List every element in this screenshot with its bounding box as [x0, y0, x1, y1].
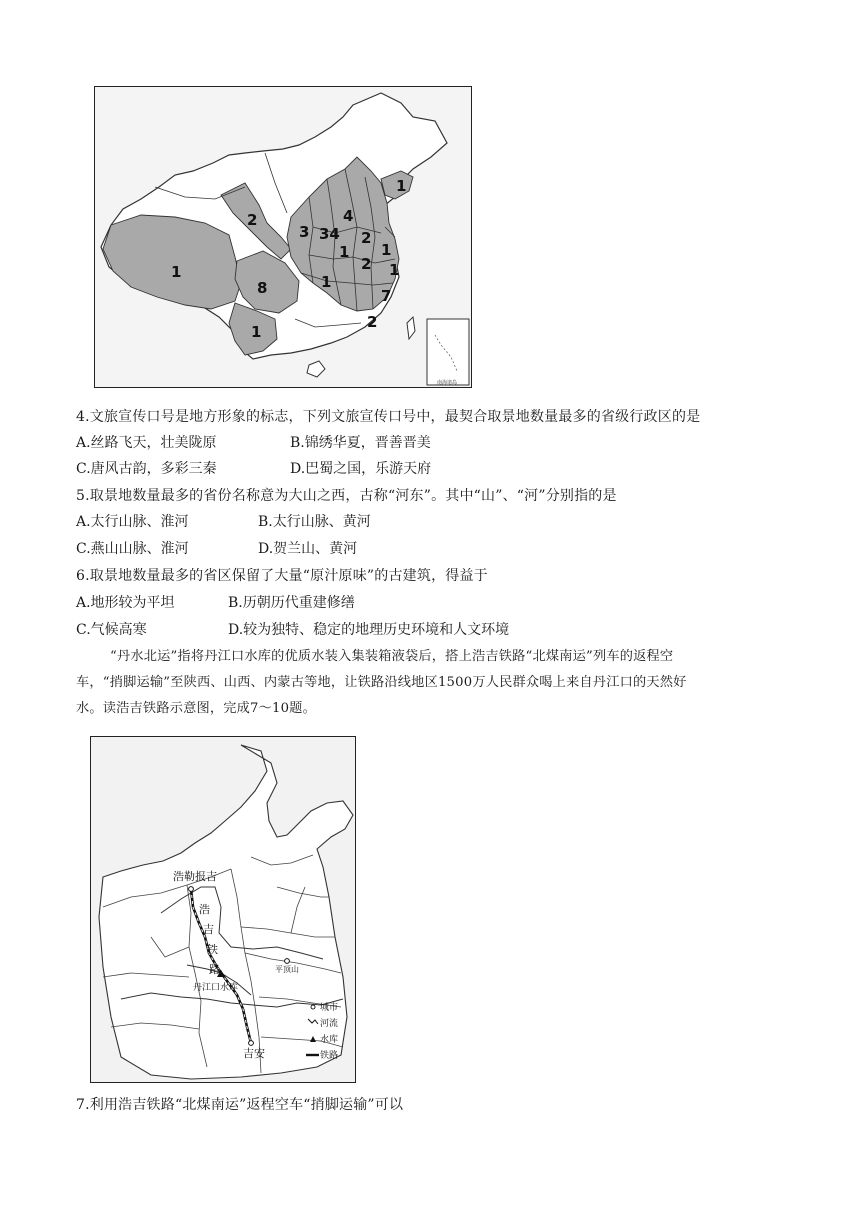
city-label-pingdingshan: 平顶山 — [275, 965, 299, 974]
passage-line-3: 水。读浩吉铁路示意图，完成7～10题。 — [76, 701, 316, 716]
number-label: 3 — [299, 223, 310, 241]
q6-stem: 6.取景地数量最多的省区保留了大量“原汁原味”的古建筑，得益于 — [76, 568, 488, 584]
south-china-sea-inset — [427, 319, 469, 385]
city-label-haolebaoji: 浩勒报吉 — [173, 870, 217, 883]
haoji-railway-map — [90, 736, 356, 1083]
railway-char: 吉 — [203, 923, 214, 936]
q6-option-b[interactable]: B.历朝历代重建修缮 — [228, 595, 355, 611]
number-label: 8 — [257, 279, 268, 297]
number-label: 2 — [367, 313, 378, 331]
taiwan-island — [407, 317, 415, 339]
q5-option-a[interactable]: A.太行山脉、淮河 — [76, 514, 189, 530]
q4-option-c[interactable]: C.唐风古韵，多彩三秦 — [76, 461, 217, 477]
q6-option-c[interactable]: C.气候高寒 — [76, 622, 147, 638]
number-label: 1 — [251, 323, 262, 341]
legend-railway-label: 铁路 — [320, 1051, 339, 1061]
q5-option-c[interactable]: C.燕山山脉、淮河 — [76, 541, 189, 557]
inset-caption: 南海诸岛 — [437, 380, 458, 386]
railway-map-svg — [91, 737, 355, 1082]
q5-stem: 5.取景地数量最多的省份名称意为大山之西，古称“河东”。其中“山”、“河”分别指的是 — [76, 488, 617, 504]
region-outline — [99, 745, 353, 1079]
number-label: 2 — [361, 255, 372, 273]
q4-option-d[interactable]: D.巴蜀之国，乐游天府 — [290, 461, 432, 477]
q5-option-b[interactable]: B.太行山脉、黄河 — [258, 514, 371, 530]
number-label: 4 — [343, 207, 354, 225]
number-label: 7 — [381, 287, 392, 305]
q6-option-a[interactable]: A.地形较为平坦 — [76, 595, 175, 611]
number-label: 34 — [319, 225, 340, 243]
q6-option-d[interactable]: D.较为独特、稳定的地理历史环境和人文环境 — [228, 622, 510, 638]
city-label-jian: 吉安 — [243, 1047, 265, 1060]
number-label: 1 — [171, 263, 182, 281]
legend-river-label: 河流 — [320, 1019, 339, 1029]
number-label: 1 — [389, 261, 400, 279]
q7-stem: 7.利用浩吉铁路“北煤南运”返程空车“捎脚运输”可以 — [76, 1097, 404, 1113]
china-map-svg — [95, 87, 471, 387]
legend-reservoir-label: 水库 — [320, 1035, 339, 1045]
city-marker — [189, 887, 194, 892]
passage-line-1: “丹水北运”指将丹江口水库的优质水装入集装箱液袋后，搭上浩吉铁路“北煤南运”列车的返程空 — [110, 649, 674, 664]
number-label: 1 — [321, 273, 332, 291]
number-label: 1 — [396, 177, 407, 195]
number-label: 1 — [381, 241, 392, 259]
legend-city-icon — [311, 1005, 315, 1009]
railway-char: 浩 — [199, 903, 210, 916]
q5-option-d[interactable]: D.贺兰山、黄河 — [258, 541, 358, 557]
q4-option-a[interactable]: A.丝路飞天，壮美陇原 — [76, 435, 217, 451]
legend-city-label: 城市 — [320, 1003, 339, 1013]
city-label-danjiangkou: 丹江口水库 — [193, 983, 239, 993]
number-label: 1 — [339, 243, 350, 261]
passage-line-2: 车，“捎脚运输”至陕西、山西、内蒙古等地，让铁路沿线地区1500万人民群众喝上来自丹江口的天然好 — [76, 675, 687, 690]
city-marker — [249, 1041, 254, 1046]
number-label: 2 — [247, 211, 258, 229]
q4-option-b[interactable]: B.锦绣华夏，晋善晋美 — [290, 435, 431, 451]
china-filming-location-map — [94, 86, 472, 388]
q4-stem: 4.文旅宣传口号是地方形象的标志，下列文旅宣传口号中，最契合取景地数量最多的省级行政区的是 — [76, 409, 701, 425]
city-marker — [285, 959, 290, 964]
railway-char: 路 — [209, 963, 220, 976]
hainan-island — [307, 361, 325, 377]
number-label: 2 — [361, 229, 372, 247]
railway-char: 铁 — [207, 943, 218, 956]
